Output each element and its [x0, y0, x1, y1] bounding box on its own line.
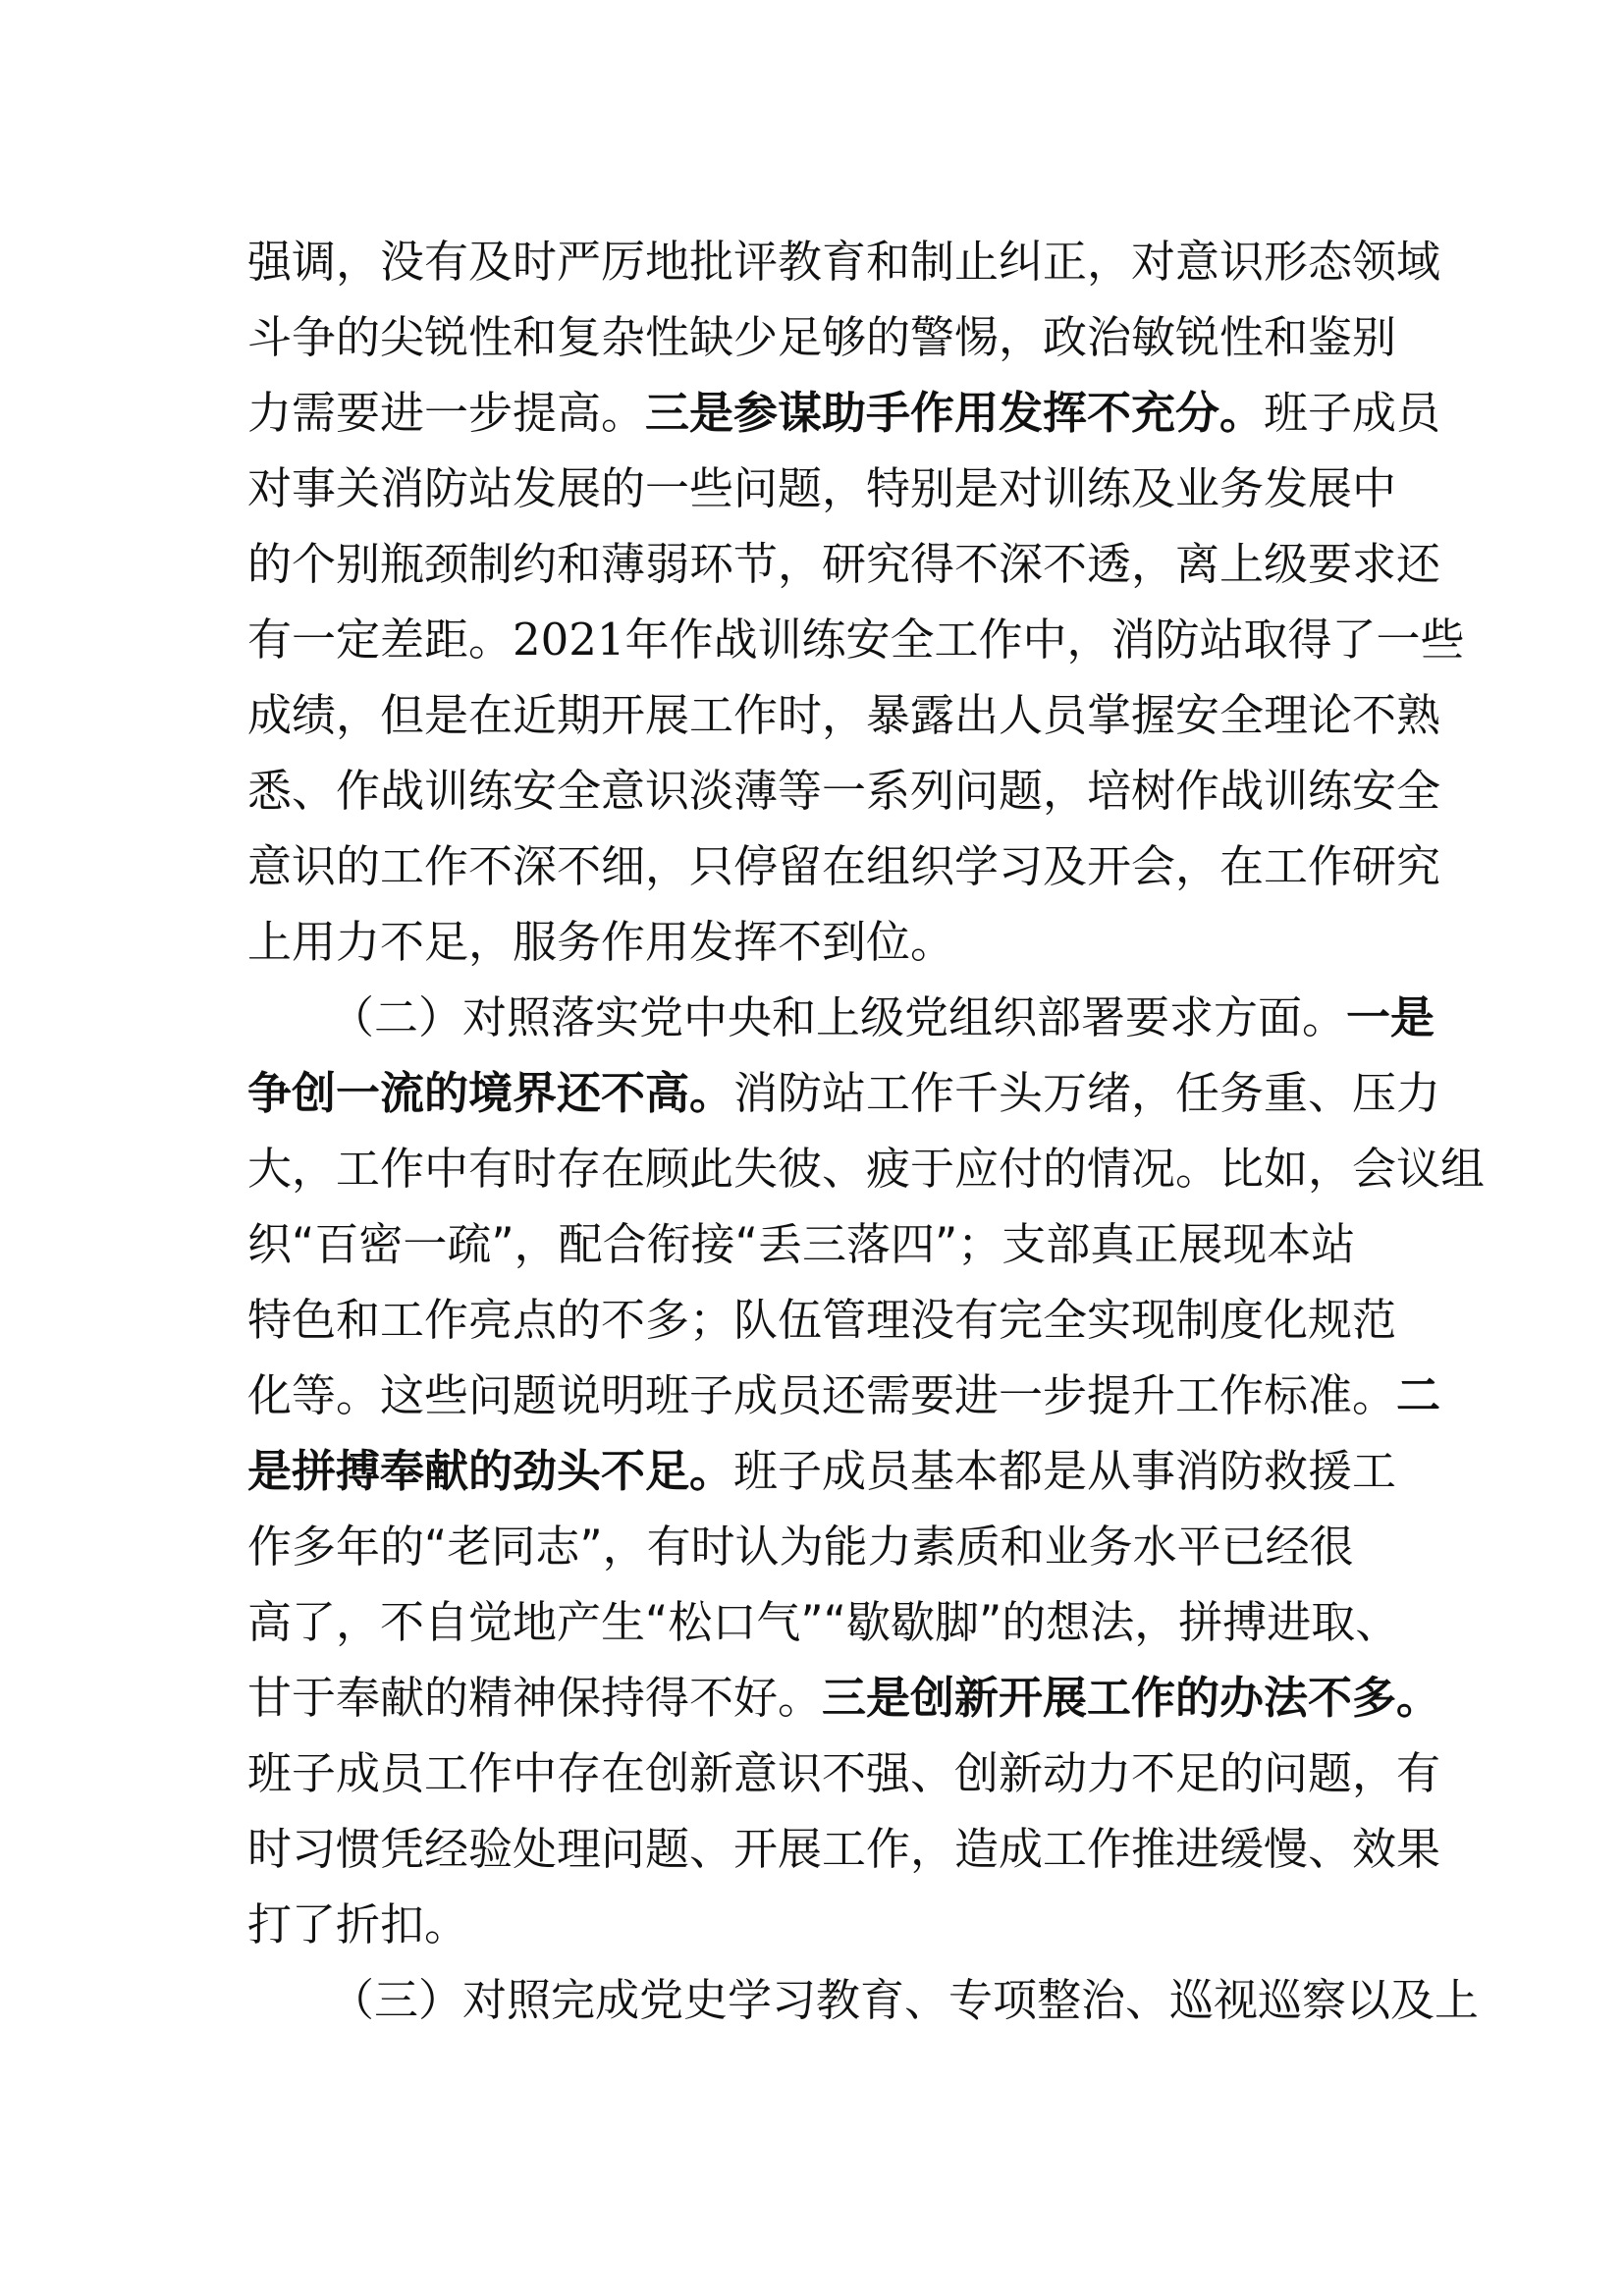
body-text: 班子成员工作中存在创新意识不强、创新动力不足的问题，有: [247, 1747, 1441, 1799]
body-text: 斗争的尖锐性和复杂性缺少足够的警惕，政治敏锐性和鉴别: [247, 311, 1397, 363]
body-text: （三）对照完成党史学习教育、专项整治、巡视巡察以及上: [330, 1974, 1480, 2026]
body-text: 上用力不足，服务作用发挥不到位。: [247, 916, 955, 968]
body-text: 特色和工作亮点的不多；队伍管理没有完全实现制度化规范: [247, 1294, 1397, 1346]
text-line: [247, 1359, 1441, 1433]
body-text: 时习惯凭经验处理问题、开展工作，造成工作推进缓慢、效果: [247, 1823, 1441, 1875]
body-text: 意识的工作不深不细，只停留在组织学习及开会，在工作研究: [247, 840, 1441, 892]
bold-heading-text: 是拼搏奉献的劲头不足。: [247, 1445, 734, 1497]
text-line: [247, 754, 1441, 828]
bold-heading-text: 三是参谋助手作用发挥不充分。: [645, 387, 1265, 439]
bold-heading-text: 争创一流的境界还不高。: [247, 1067, 734, 1119]
text-line: [247, 829, 1441, 904]
body-text: 打了折扣。: [247, 1898, 469, 1950]
body-text: 2021: [513, 614, 625, 666]
body-text: 班子成员基本都是从事消防救援工: [733, 1445, 1397, 1497]
text-line: [247, 1585, 1400, 1660]
text-line: [247, 1434, 1397, 1509]
body-text: 强调，没有及时严厉地批评教育和制止纠正，对意识形态领域: [247, 236, 1441, 288]
text-line: [247, 452, 1397, 526]
text-line: [247, 300, 1397, 375]
body-text: 年作战训练安全工作中，消防站取得了一些: [624, 614, 1465, 666]
body-text: 成绩，但是在近期开展工作时，暴露出人员掌握安全理论不熟: [247, 689, 1441, 741]
body-text: 高了，不自觉地产生“松口气”“歇歇脚”的想法，拼搏进取、: [247, 1596, 1400, 1648]
text-line: [247, 527, 1441, 602]
text-line: [247, 1510, 1386, 1584]
text-line: [247, 678, 1441, 753]
body-text: 化等。这些问题说明班子成员还需要进一步提升工作标准。: [247, 1369, 1397, 1421]
body-text: 织“百密一疏”，配合衔接“丢三落四”；支部真正展现本站: [247, 1218, 1356, 1270]
text-line: [247, 1132, 1486, 1206]
bold-heading-text: 三是创新开展工作的办法不多。: [822, 1672, 1441, 1724]
text-line: [247, 1888, 1386, 1962]
bold-heading-text: 一是: [1346, 991, 1435, 1043]
text-line: [247, 225, 1441, 299]
text-line: [247, 376, 1441, 451]
body-text: 大，工作中有时存在顾此失彼、疲于应付的情况。比如，会议组: [247, 1143, 1486, 1195]
text-line: [330, 981, 1435, 1055]
text-line: [247, 1736, 1441, 1811]
body-text: 力需要进一步提高。: [247, 387, 646, 439]
text-line: [247, 1283, 1397, 1358]
text-line: [247, 1056, 1441, 1131]
text-line: [247, 1661, 1441, 1735]
body-text: 有一定差距。: [247, 614, 514, 666]
body-text: 悉、作战训练安全意识淡薄等一系列问题，培树作战训练安全: [247, 765, 1441, 817]
text-line: [330, 1963, 1480, 2038]
text-line: [247, 1812, 1441, 1887]
body-text: 的个别瓶颈制约和薄弱环节，研究得不深不透，离上级要求还: [247, 538, 1441, 590]
text-line: [247, 1207, 1386, 1282]
body-text: 对事关消防站发展的一些问题，特别是对训练及业务发展中: [247, 462, 1397, 514]
body-text: 甘于奉献的精神保持得不好。: [247, 1672, 823, 1724]
body-text: （二）对照落实党中央和上级党组织部署要求方面。: [330, 991, 1347, 1043]
body-text: 班子成员: [1264, 387, 1441, 439]
text-line: [247, 603, 1465, 677]
body-text: 作多年的“老同志”，有时认为能力素质和业务水平已经很: [247, 1521, 1354, 1573]
text-line: [247, 905, 1386, 980]
body-text: 消防站工作千头万绪，任务重、压力: [733, 1067, 1441, 1119]
bold-heading-text: 二: [1396, 1369, 1441, 1421]
